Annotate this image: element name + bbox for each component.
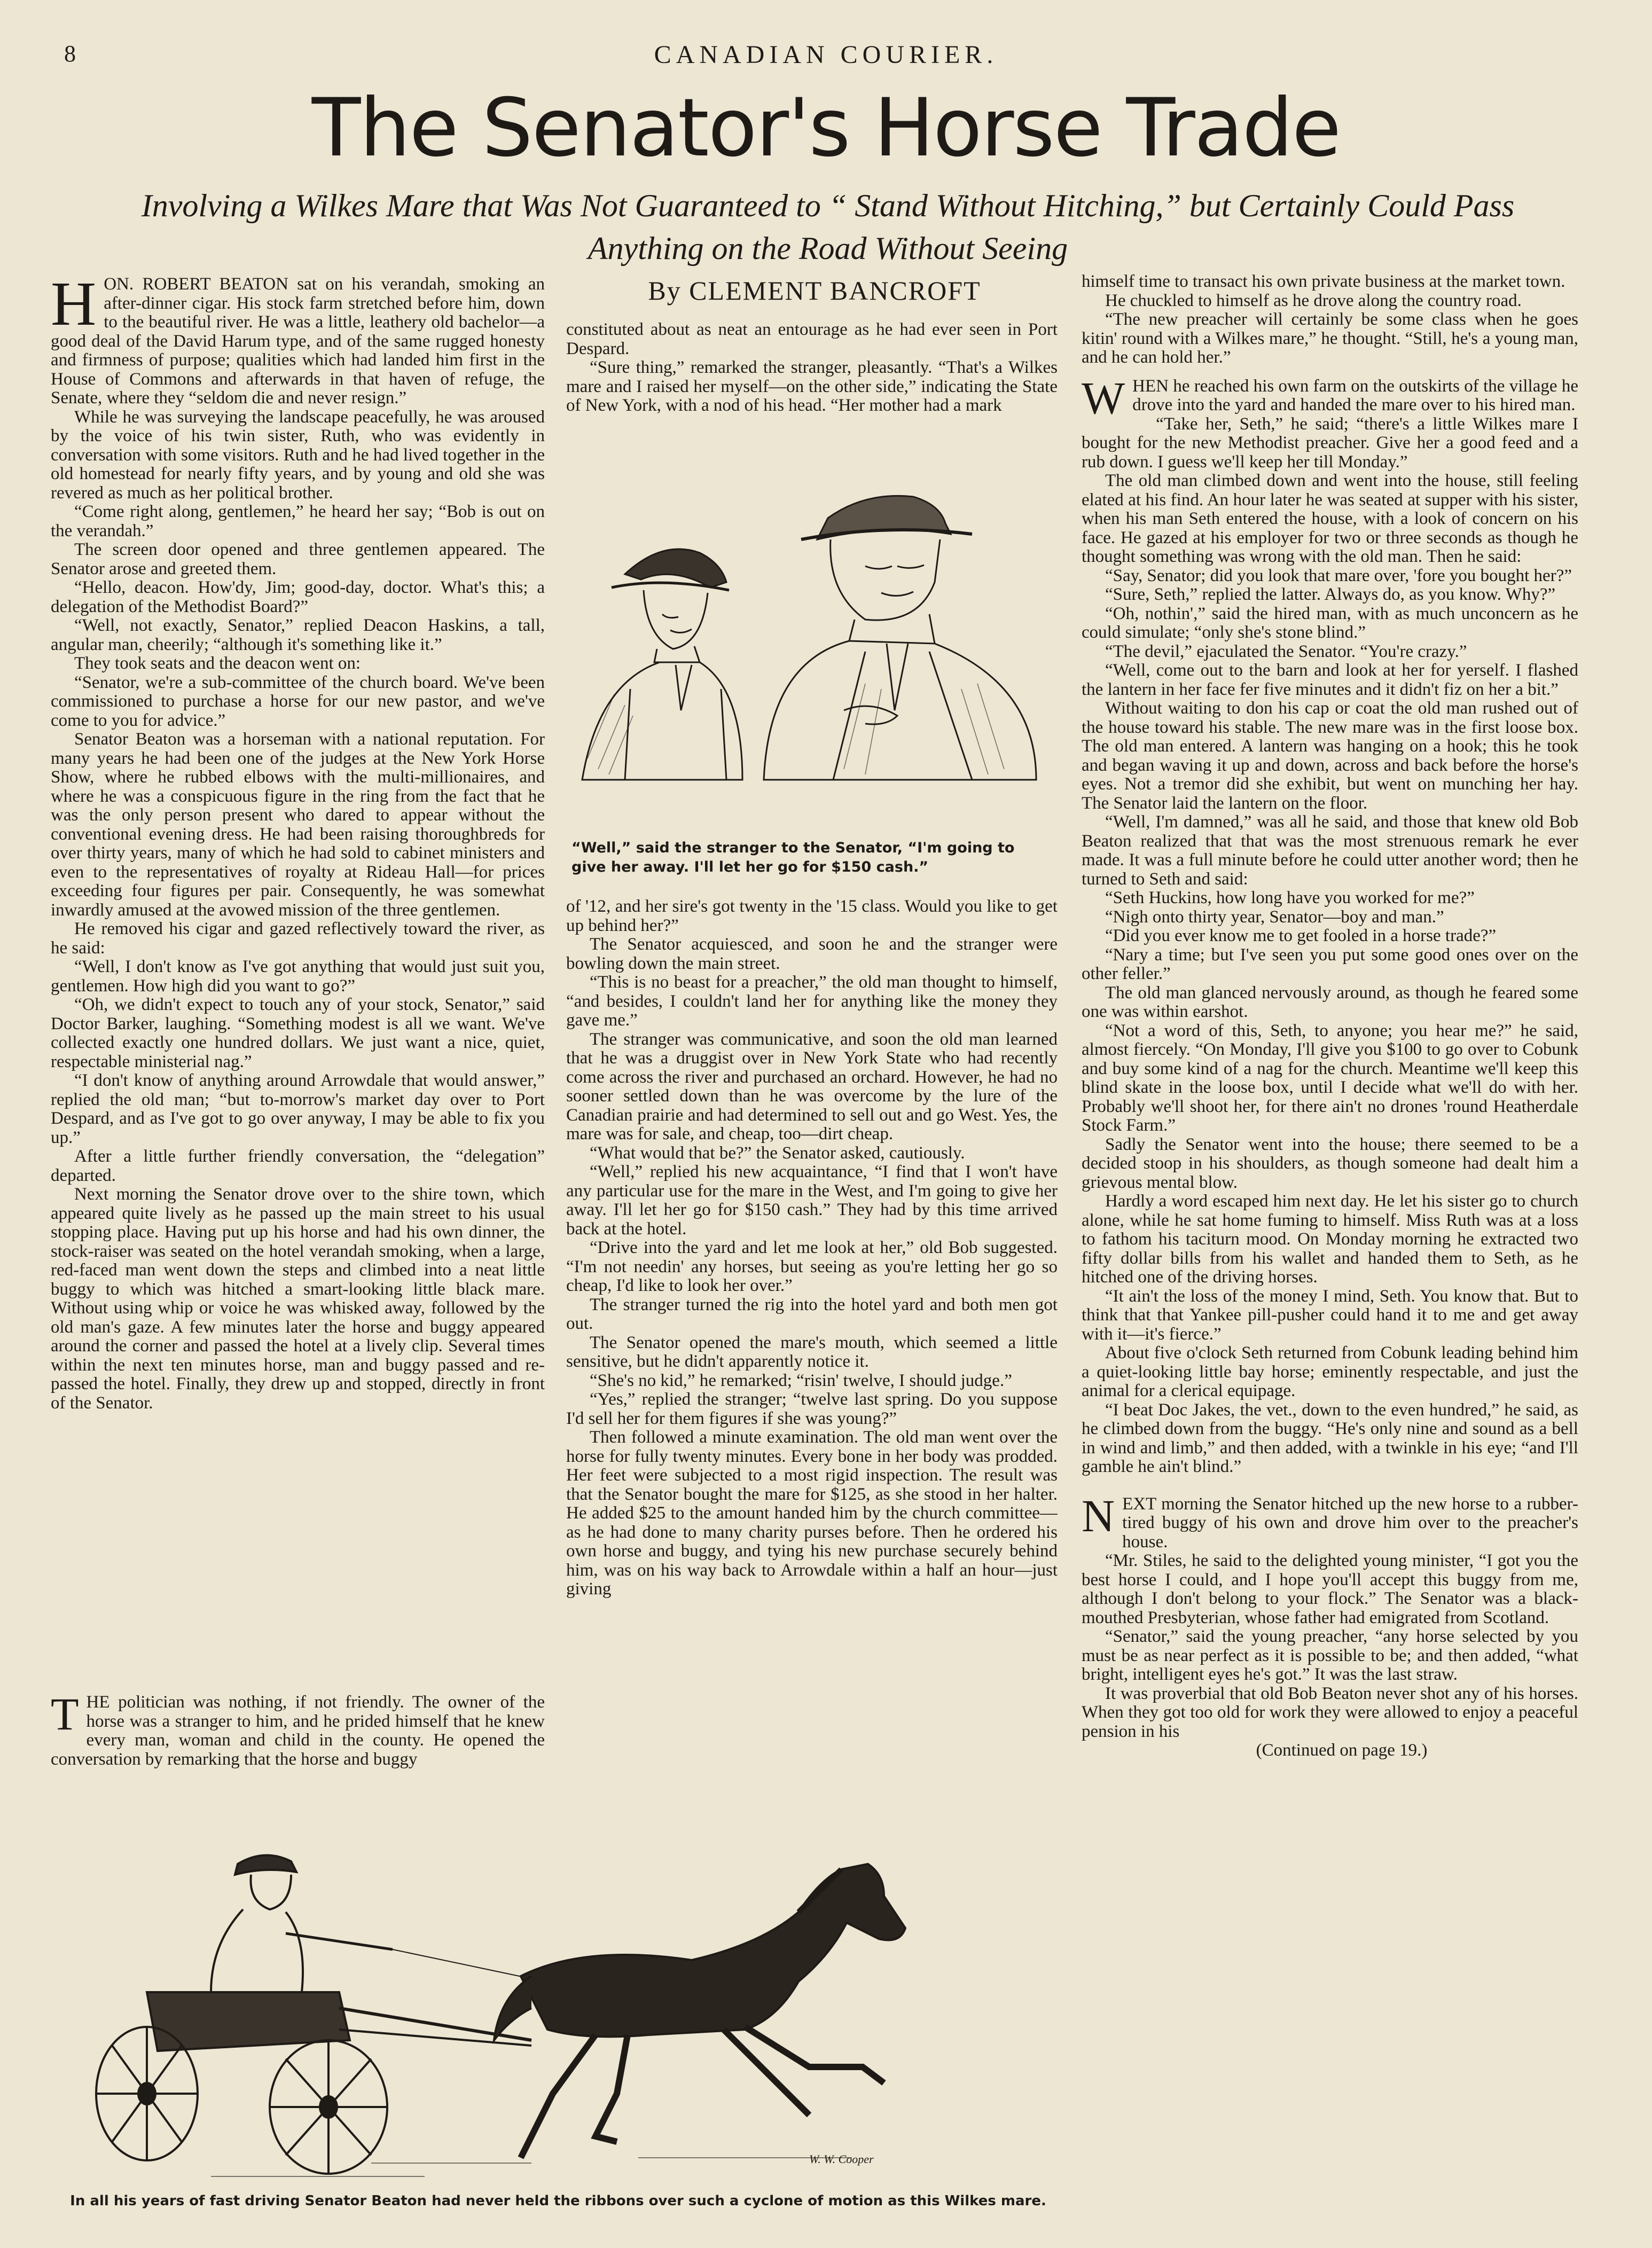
paragraph: “Well, I'm damned,” was all he said, and those that knew old Bob Beaton realized that that was the most strenuous remark he ever made. It was a full minute before he could utter another word; then he turned to Seth and said:	[1082, 812, 1578, 889]
paragraph: The old man climbed down and went into the house, still feeling elated at his find. An hour later he was seated at supper with his sister, when his man Seth entered the house, with a look of concern on his face. He gazed at his employer for two or three seconds as though he thought something was wrong with the old man. Then he said:	[1082, 471, 1578, 566]
paragraph: Senator Beaton was a horseman with a national reputation. For many years he had been one of the judges at the New York Horse Show, where he rubbed elbows with the multi-millionaires, and where he was a conspicuous figure in the ring from the fact that he was the only person present who dared to appear without the conventional evening dress. He had been raising thoroughbreds for over thirty years, many of which he had sold to cabinet ministers and even to the representatives of royalty at Rideau Hall—for prices exceeding four figures per pair. Consequently, he was somewhat inwardly amused at the avowed mission of the three gentlemen.	[51, 730, 545, 920]
paragraph: They took seats and the deacon went on:	[74, 654, 361, 673]
paragraph: “Drive into the yard and let me look at her,” old Bob suggested. “I'm not needin' any horses, but seeing as you're letting her go so cheap, I'd like to look her over.”	[566, 1238, 1058, 1295]
paragraph: He removed his cigar and gazed reflectively toward the river, as he said:	[51, 919, 545, 958]
paragraph: “Sure, Seth,” replied the latter. Always do, as you know. Why?”	[1105, 585, 1556, 604]
illustration-two-men	[566, 459, 1058, 833]
paragraph: “Not a word of this, Seth, to anyone; you hear me?” he said, almost fiercely. “On Monday, I'll give you $100 to go over to Cobunk and buy some kind of a nag for the church. Meantime we'll keep this blind skate in the loose box, until I decide what we'll do with her. Probably we'll shoot her, for there ain't no drones 'round Heatherdale Stock Farm.”	[1082, 1021, 1578, 1135]
paragraph: “Hello, deacon. How'dy, Jim; good-day, doctor. What's this; a delegation of the Methodist Board?”	[51, 578, 545, 616]
paragraph: He chuckled to himself as he drove along the country road.	[1105, 291, 1522, 310]
paragraph: “Oh, we didn't expect to touch any of your stock, Senator,” said Doctor Barker, laughing. “Something modest is all we want. We've collected exactly one hundred dollars. We just want a nice, quiet, respectable ministerial nag.”	[51, 995, 545, 1071]
illustration-horse-buggy	[51, 1816, 1066, 2184]
drop-cap: W	[1082, 372, 1125, 424]
column-1-bottom	[51, 1693, 545, 1811]
paragraph: Without waiting to don his cap or coat the old man rushed out of the house toward his stable. The new mare was in the first loose box. The old man entered. A lantern was hanging on a hook; this he took and began waving it up and down, across and back before the horse's eyes. Not a tremor did she exhibit, but went on munching her hay. The Senator laid the lantern on the floor.	[1082, 699, 1578, 813]
column-2-bottom	[566, 897, 1058, 1805]
paragraph: “Senator,” said the young preacher, “any horse selected by you must be as near perfect as it is possible to be; and then added, “what bright, intelligent eyes he's got.” It was the last straw.	[1082, 1627, 1578, 1684]
paragraph: Hardly a word escaped him next day. He let his sister go to church alone, while he sat home fuming to himself. Miss Ruth was at a loss to fathom his taciturn mood. On Monday morning he extracted two fifty dollar bills from his wallet and handed them to Seth, as he hitched one of the driving horses.	[1082, 1192, 1578, 1287]
col1-paragraphs	[51, 408, 545, 1413]
paragraph: “Say, Senator; did you look that mare over, 'fore you bought her?”	[1105, 566, 1572, 585]
paragraph: “What would that be?” the Senator asked, cautiously.	[590, 1143, 965, 1163]
drop-cap: N	[1082, 1490, 1115, 1541]
paragraph: “Sure thing,” remarked the stranger, pleasantly. “That's a Wilkes mare and I raised her myself—on the other side,” indicating the State of New York, with a nod of his head. “Her mother had a mark	[566, 358, 1058, 415]
paragraph: While he was surveying the landscape peacefully, he was aroused by the voice of his twin sister, Ruth, who was evidently in conversation with some visitors. Ruth and he had lived together in the old homestead for nearly fifty years, and by young and old she was revered as much as her political brother.	[51, 407, 545, 503]
paragraph: “It ain't the loss of the money I mind, Seth. You know that. But to think that that Yankee pill-pusher could hand it to me and get away with it—it's fierce.”	[1082, 1286, 1578, 1344]
paragraph: The stranger turned the rig into the hotel yard and both men got out.	[566, 1295, 1058, 1333]
article-title: The Senator's Horse Trade	[311, 82, 1341, 175]
paragraph: “This is no beast for a preacher,” the old man thought to himself, “and besides, I couldn't land her for anything like the money they gave me.”	[566, 973, 1058, 1030]
col3-middle-paragraphs	[1082, 415, 1578, 1477]
paragraph: “Nary a time; but I've seen you put some good ones over on the other feller.”	[1082, 945, 1578, 983]
paragraph: Then followed a minute examination. The old man went over the horse for fully twenty minutes. Every bone in her body was prodded. Her feet were subjected to a most rigid inspection. The result was that the Senator bought the mare for $125, as she stood in her halter. He added $25 to the amount handed him by the church committee—as he had done to many charity purses before. Then he ordered his own horse and buggy, and tying his new purchase securely behind him, was on his way back to Arrowdale within a half an hour—just giving	[566, 1428, 1058, 1599]
lead-paragraph: HON. ROBERT BEATON sat on his verandah, smoking an after-dinner cigar. His stock farm stretched before him, down to the beautiful river. He was a little, leathery old bachelor—a good deal of the David Harum type, and of the same rugged honesty and firmness of purpose; qualities which had landed him first in the House of Commons and afterwards in that haven of refuge, the Senate, where they “seldom die and never resign.”	[51, 275, 545, 408]
illustration-two-men-drawing	[566, 459, 1058, 833]
top-illustration-caption: “Well,” said the stranger to the Senator, “I'm going to give her away. I'll let her go for $150 cash.”	[571, 840, 1015, 875]
page-number: 8	[64, 41, 76, 67]
paragraph: “Well, not exactly, Senator,” replied Deacon Haskins, a tall, angular man, cheerily; “although it's something like it.”	[51, 616, 545, 654]
paragraph: “The devil,” ejaculated the Senator. “You're crazy.”	[1105, 641, 1467, 661]
paragraph: The Senator opened the mare's mouth, which seemed a little sensitive, but he didn't apparently notice it.	[566, 1333, 1058, 1371]
paragraph: “Take her, Seth,” he said; “there's a little Wilkes mare I bought for the new Methodist preacher. Give her a good feed and a rub down. I guess we'll keep her till Monday.”	[1082, 414, 1578, 472]
paragraph: It was proverbial that old Bob Beaton never shot any of his horses. When they got too old for work they were allowed to enjoy a peaceful pension in his	[1082, 1683, 1578, 1741]
illustration-horse-buggy-drawing	[51, 1816, 1066, 2184]
paragraph: Next morning the Senator drove over to the shire town, which appeared quite lively as he passed up the main street to his usual stopping place. Having put up his horse and had his own dinner, the stock-raiser was seated on the hotel verandah smoking, when a large, red-faced man went down the steps and climbed into a neat little buggy to which was hitched a smart-looking little black mare. Without using whip or voice he was whisked away, followed by the old man's gaze. A few minutes later the horse and buggy appeared around the corner and passed the hotel at a lively clip. Several times within the next ten minutes horse, man and buggy passed and re-passed the hotel. Finally, they drew up and stopped, directly in front of the Senator.	[51, 1185, 545, 1413]
paragraph: “Did you ever know me to get fooled in a horse trade?”	[1105, 926, 1497, 945]
paragraph: The stranger was communicative, and soon the old man learned that he was a druggist over in New York State who had recently come across the river and purchased an orchard. However, he had no sooner settled down than he was overcome by the lure of the Canadian prairie and had determined to sell out and go West. Yes, the mare was for sale, and cheap, too—dirt cheap.	[566, 1029, 1058, 1143]
section-lead-paragraph: WHEN he reached his own farm on the outskirts of the village he drove into the yard and handed the mare over to his hired man.	[1082, 372, 1578, 424]
paragraph: “Well, I don't know as I've got anything that would just suit you, gentlemen. How high did you want to go?”	[51, 957, 545, 996]
paragraph: “Senator, we're a sub-committee of the church board. We've been commissioned to purchase a horse for our new pastor, and we've come to you for advice.”	[51, 672, 545, 730]
paragraph: “Mr. Stiles, he said to the delighted young minister, “I got you the best horse I could, and I hope you'll accept this buggy from me, although I don't belong to your flock.” The Senator was a black-mouthed Presbyterian, whose father had emigrated from Scotland.	[1082, 1551, 1578, 1627]
paragraph: About five o'clock Seth returned from Cobunk leading behind him a quiet-looking little bay horse; eminently respectable, and just the animal for a clerical equipage.	[1082, 1343, 1578, 1400]
continued-notice: (Continued on page 19.)	[1256, 1741, 1428, 1760]
drop-cap: H	[51, 275, 97, 339]
paragraph: himself time to transact his own private business at the market town.	[1082, 272, 1565, 291]
paragraph: of '12, and her sire's got twenty in the '15 class. Would you like to get up behind her?”	[566, 897, 1058, 935]
artist-signature: W. W. Cooper	[809, 2152, 874, 2166]
paragraph: “I beat Doc Jakes, the vet., down to the even hundred,” he said, as he climbed down from the buggy. “He's only nine and sound as a bell in wind and limb,” and then added, with a twinkle in his eye; “and I'll gamble he ain't blind.”	[1082, 1400, 1578, 1476]
column-3	[1082, 272, 1578, 2206]
paragraph: “The new preacher will certainly be some class when he goes kitin' round with a Wilkes mare,” he thought. “Still, he's a young man, and he can hold her.”	[1082, 310, 1578, 367]
column-2-top	[566, 320, 1058, 449]
byline: By CLEMENT BANCROFT	[648, 276, 981, 306]
paragraph: The Senator acquiesced, and soon he and the stranger were bowling down the main street.	[566, 935, 1058, 973]
col2-bottom-paragraphs	[566, 897, 1058, 1599]
paragraph: After a little further friendly conversation, the “delegation” departed.	[51, 1147, 545, 1185]
paragraph: constituted about as neat an entourage as he had ever seen in Port Despard.	[566, 320, 1058, 358]
paragraph: “Yes,” replied the stranger; “twelve last spring. Do you suppose I'd sell her for them figures if she was young?”	[566, 1390, 1058, 1428]
paragraph: “She's no kid,” he remarked; “risin' twelve, I should judge.”	[590, 1370, 1012, 1390]
paragraph: “Nigh onto thirty year, Senator—boy and man.”	[1105, 907, 1444, 927]
paragraph: The old man glanced nervously around, as though he feared some one was within earshot.	[1082, 983, 1578, 1021]
paragraph: “Well, come out to the barn and look at her for yerself. I flashed the lantern in her face fer five minutes and it didn't fiz on her a bit.”	[1082, 661, 1578, 699]
paragraph: “Well,” replied his new acquaintance, “I find that I won't have any particular use for the mare in the West, and I'm going to give her away. I'll let her go for $150 cash.” They had by this time arrived back at the hotel.	[566, 1162, 1058, 1239]
col3-top-paragraphs	[1082, 272, 1578, 367]
section-lead-paragraph: THE politician was nothing, if not friendly. The owner of the horse was a stranger to him, and he prided himself that he knew every man, woman and child in the county. He opened the conversation by remarking that the horse and buggy	[51, 1693, 545, 1769]
running-head: CANADIAN COURIER.	[654, 41, 998, 69]
section-lead-paragraph: NEXT morning the Senator hitched up the new horse to a rubber-tired buggy of his own and drove him over to the preacher's house.	[1082, 1490, 1578, 1552]
paragraph: “Oh, nothin',” said the hired man, with as much unconcern as he could simulate; “only she's stone blind.”	[1082, 604, 1578, 642]
paragraph: “Seth Huckins, how long have you worked for me?”	[1105, 888, 1475, 907]
col3-bottom-paragraphs	[1082, 1552, 1578, 1741]
bottom-illustration-caption: In all his years of fast driving Senator Beaton had never held the ribbons over such a cyclone of motion as this Wilkes mare.	[70, 2193, 1046, 2209]
paragraph: “I don't know of anything around Arrowdale that would answer,” replied the old man; “but to-morrow's market day over to Port Despard, and as I've got to go over anyway, I may be able to fix you up.”	[51, 1071, 545, 1147]
paragraph: “Come right along, gentlemen,” he heard her say; “Bob is out on the verandah.”	[51, 502, 545, 541]
column-1-top	[51, 275, 545, 1677]
article-subtitle: Involving a Wilkes Mare that Was Not Guaranteed to “ Stand Without Hitching,” but Certainly Could Pass Anything on the Road Without Seeing	[141, 188, 1515, 266]
col2-top-paragraphs	[566, 320, 1058, 416]
paragraph: The screen door opened and three gentlemen appeared. The Senator arose and greeted them.	[51, 540, 545, 578]
drop-cap: T	[51, 1693, 79, 1740]
paragraph: Sadly the Senator went into the house; there seemed to be a decided stoop in his shoulders, as though someone had dealt him a grievous mental blow.	[1082, 1134, 1578, 1192]
